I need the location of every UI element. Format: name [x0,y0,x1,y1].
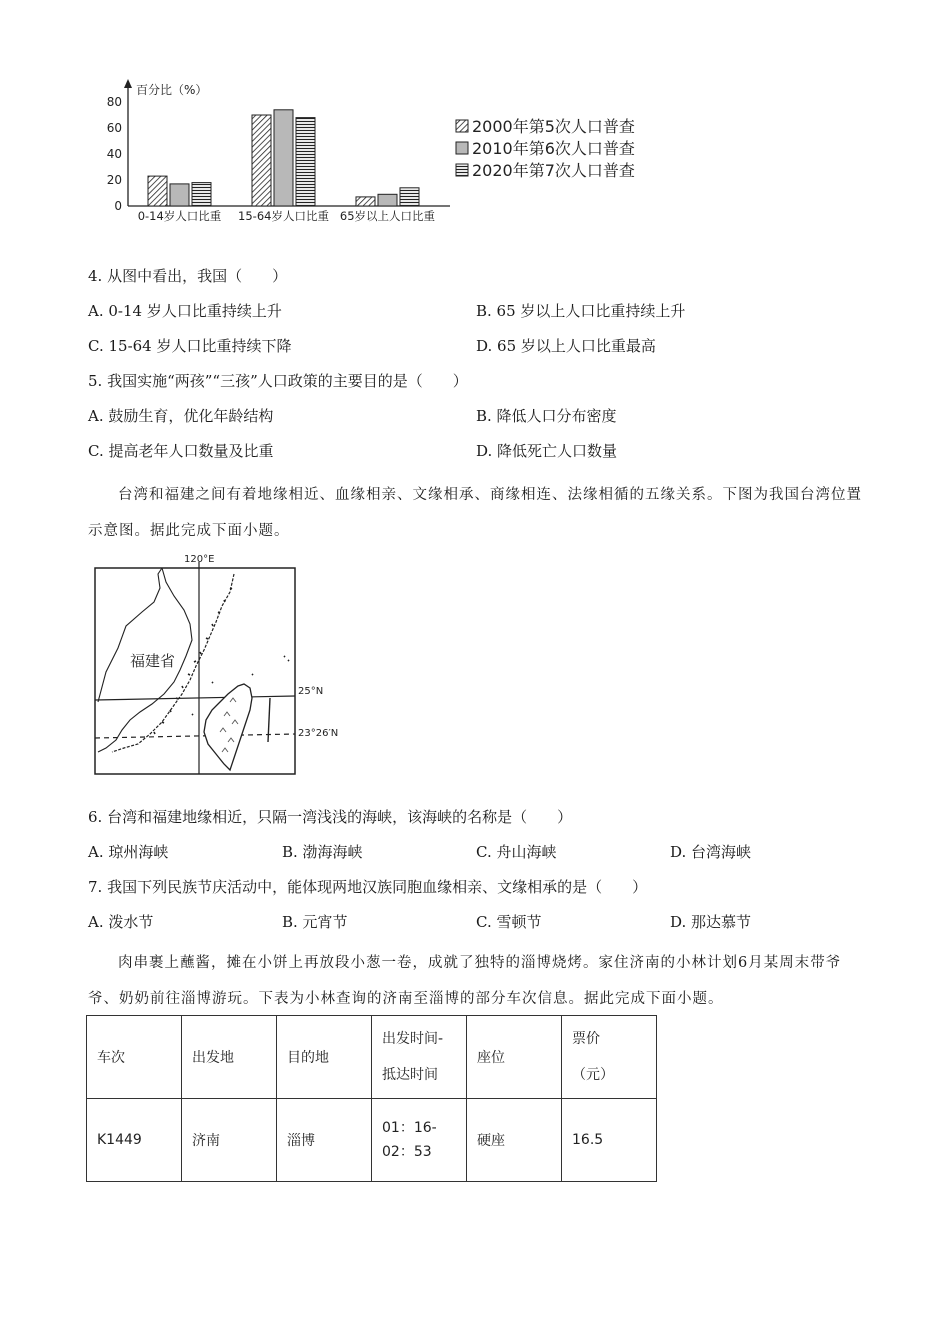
header-arrive-time: 抵达时间 [382,1067,438,1083]
bar [274,110,293,206]
q6-option-d[interactable]: D. 台湾海峡 [670,843,752,861]
header-destination: 目的地 [277,1016,372,1099]
question-6-stem: 6. 台湾和福建地缘相近，只隔一湾浅浅的海峡，该海峡的名称是（ ） [88,808,573,826]
x-category-label: 15-64岁人口比重 [238,209,329,223]
cell-origin: 济南 [182,1099,277,1182]
x-category-labels [138,209,436,223]
q5-option-b[interactable]: B. 降低人口分布密度 [476,407,617,425]
q6-option-a[interactable]: A. 琼州海峡 [88,843,169,861]
header-price-unit: （元） [572,1067,614,1083]
q4-option-d[interactable]: D. 65 岁以上人口比重最高 [476,337,656,355]
y-tick-label: 60 [106,121,122,135]
y-tick-label: 40 [106,147,122,161]
y-tick-label: 20 [106,173,122,187]
cell-depart-time: 01：16- [382,1120,437,1136]
header-times [372,1016,467,1099]
meridian-label: 120°E [184,554,215,565]
q6-option-b[interactable]: B. 渤海海峡 [282,843,363,861]
legend-label: 2000年第5次人口普查 [472,117,635,136]
question-4-stem: 4. 从图中看出，我国（ ） [88,267,288,285]
q5-option-d[interactable]: D. 降低死亡人口数量 [476,442,618,460]
q7-option-b[interactable]: B. 元宵节 [282,913,348,931]
q6-option-c[interactable]: C. 舟山海峡 [476,843,557,861]
cell-times [372,1099,467,1182]
x-category-label: 0-14岁人口比重 [137,209,222,223]
bar [400,188,419,206]
lat-25-label: 25°N [298,686,324,697]
cell-price: 16.5 [562,1099,657,1182]
province-label: 福建省 [130,652,176,670]
table-row [87,1099,657,1182]
y-tick-label: 0 [114,199,122,213]
legend-label: 2020年第7次人口普查 [472,161,635,180]
header-seat: 座位 [467,1016,562,1099]
header-origin: 出发地 [182,1016,277,1099]
question-7-stem: 7. 我国下列民族节庆活动中，能体现两地汉族同胞血缘相亲、文缘相承的是（ ） [88,878,648,896]
cell-train-no: K1449 [87,1099,182,1182]
map-frame [95,568,295,774]
cell-arrive-time: 02：53 [382,1144,432,1160]
lat-2326-label: 23°26′N [298,728,339,739]
legend-swatch [456,142,468,154]
q4-option-c[interactable]: C. 15-64 岁人口比重持续下降 [88,337,292,355]
y-axis-label: 百分比（%） [136,83,208,97]
x-category-label: 65岁以上人口比重 [339,209,436,223]
q7-option-d[interactable]: D. 那达慕节 [670,913,752,931]
header-depart-time: 出发时间- [382,1031,444,1047]
bar [148,176,167,206]
header-train-no: 车次 [87,1016,182,1099]
q4-option-b[interactable]: B. 65 岁以上人口比重持续上升 [476,302,686,320]
q4-option-a[interactable]: A. 0-14 岁人口比重持续上升 [88,302,282,320]
question-5-stem: 5. 我国实施“两孩”“三孩”人口政策的主要目的是（ ） [88,372,468,390]
bar [378,194,397,206]
passage-taiwan-fujian: 台湾和福建之间有着地缘相近、血缘相亲、文缘相承、商缘相连、法缘相循的五缘关系。下图为我国台湾位置示意图。据此完成下面小题。 [88,487,862,539]
q7-option-c[interactable]: C. 雪顿节 [476,913,542,931]
cell-destination: 淄博 [277,1099,372,1182]
legend-swatch [456,120,468,132]
legend-label: 2010年第6次人口普查 [472,139,635,158]
bar [356,197,375,206]
legend-swatch [456,164,468,176]
q7-option-a[interactable]: A. 泼水节 [88,913,154,931]
bar [192,183,211,206]
y-tick-label: 80 [106,95,122,109]
header-price-label: 票价 [572,1031,600,1047]
header-price [562,1016,657,1099]
q5-option-a[interactable]: A. 鼓励生育，优化年龄结构 [88,407,274,425]
population-chart [100,78,660,238]
cell-seat: 硬座 [467,1099,562,1182]
bar [296,118,315,206]
bar [252,115,271,206]
passage-zibo-bbq: 肉串裹上蘸酱，摊在小饼上再放段小葱一卷，成就了独特的淄博烧烤。家住济南的小林计划6月某周末带爷爷、奶奶前往淄博游玩。下表为小林查询的济南至淄博的部分车次信息。据此完成下面小题。 [88,955,842,1007]
taiwan-location-map [92,552,362,782]
q5-option-c[interactable]: C. 提高老年人口数量及比重 [88,442,274,460]
table-header-row [87,1016,657,1099]
bar [170,184,189,206]
chart-bars [148,110,419,206]
train-schedule-table [86,1015,657,1182]
y-ticks [107,95,122,213]
chart-legend [456,117,635,180]
